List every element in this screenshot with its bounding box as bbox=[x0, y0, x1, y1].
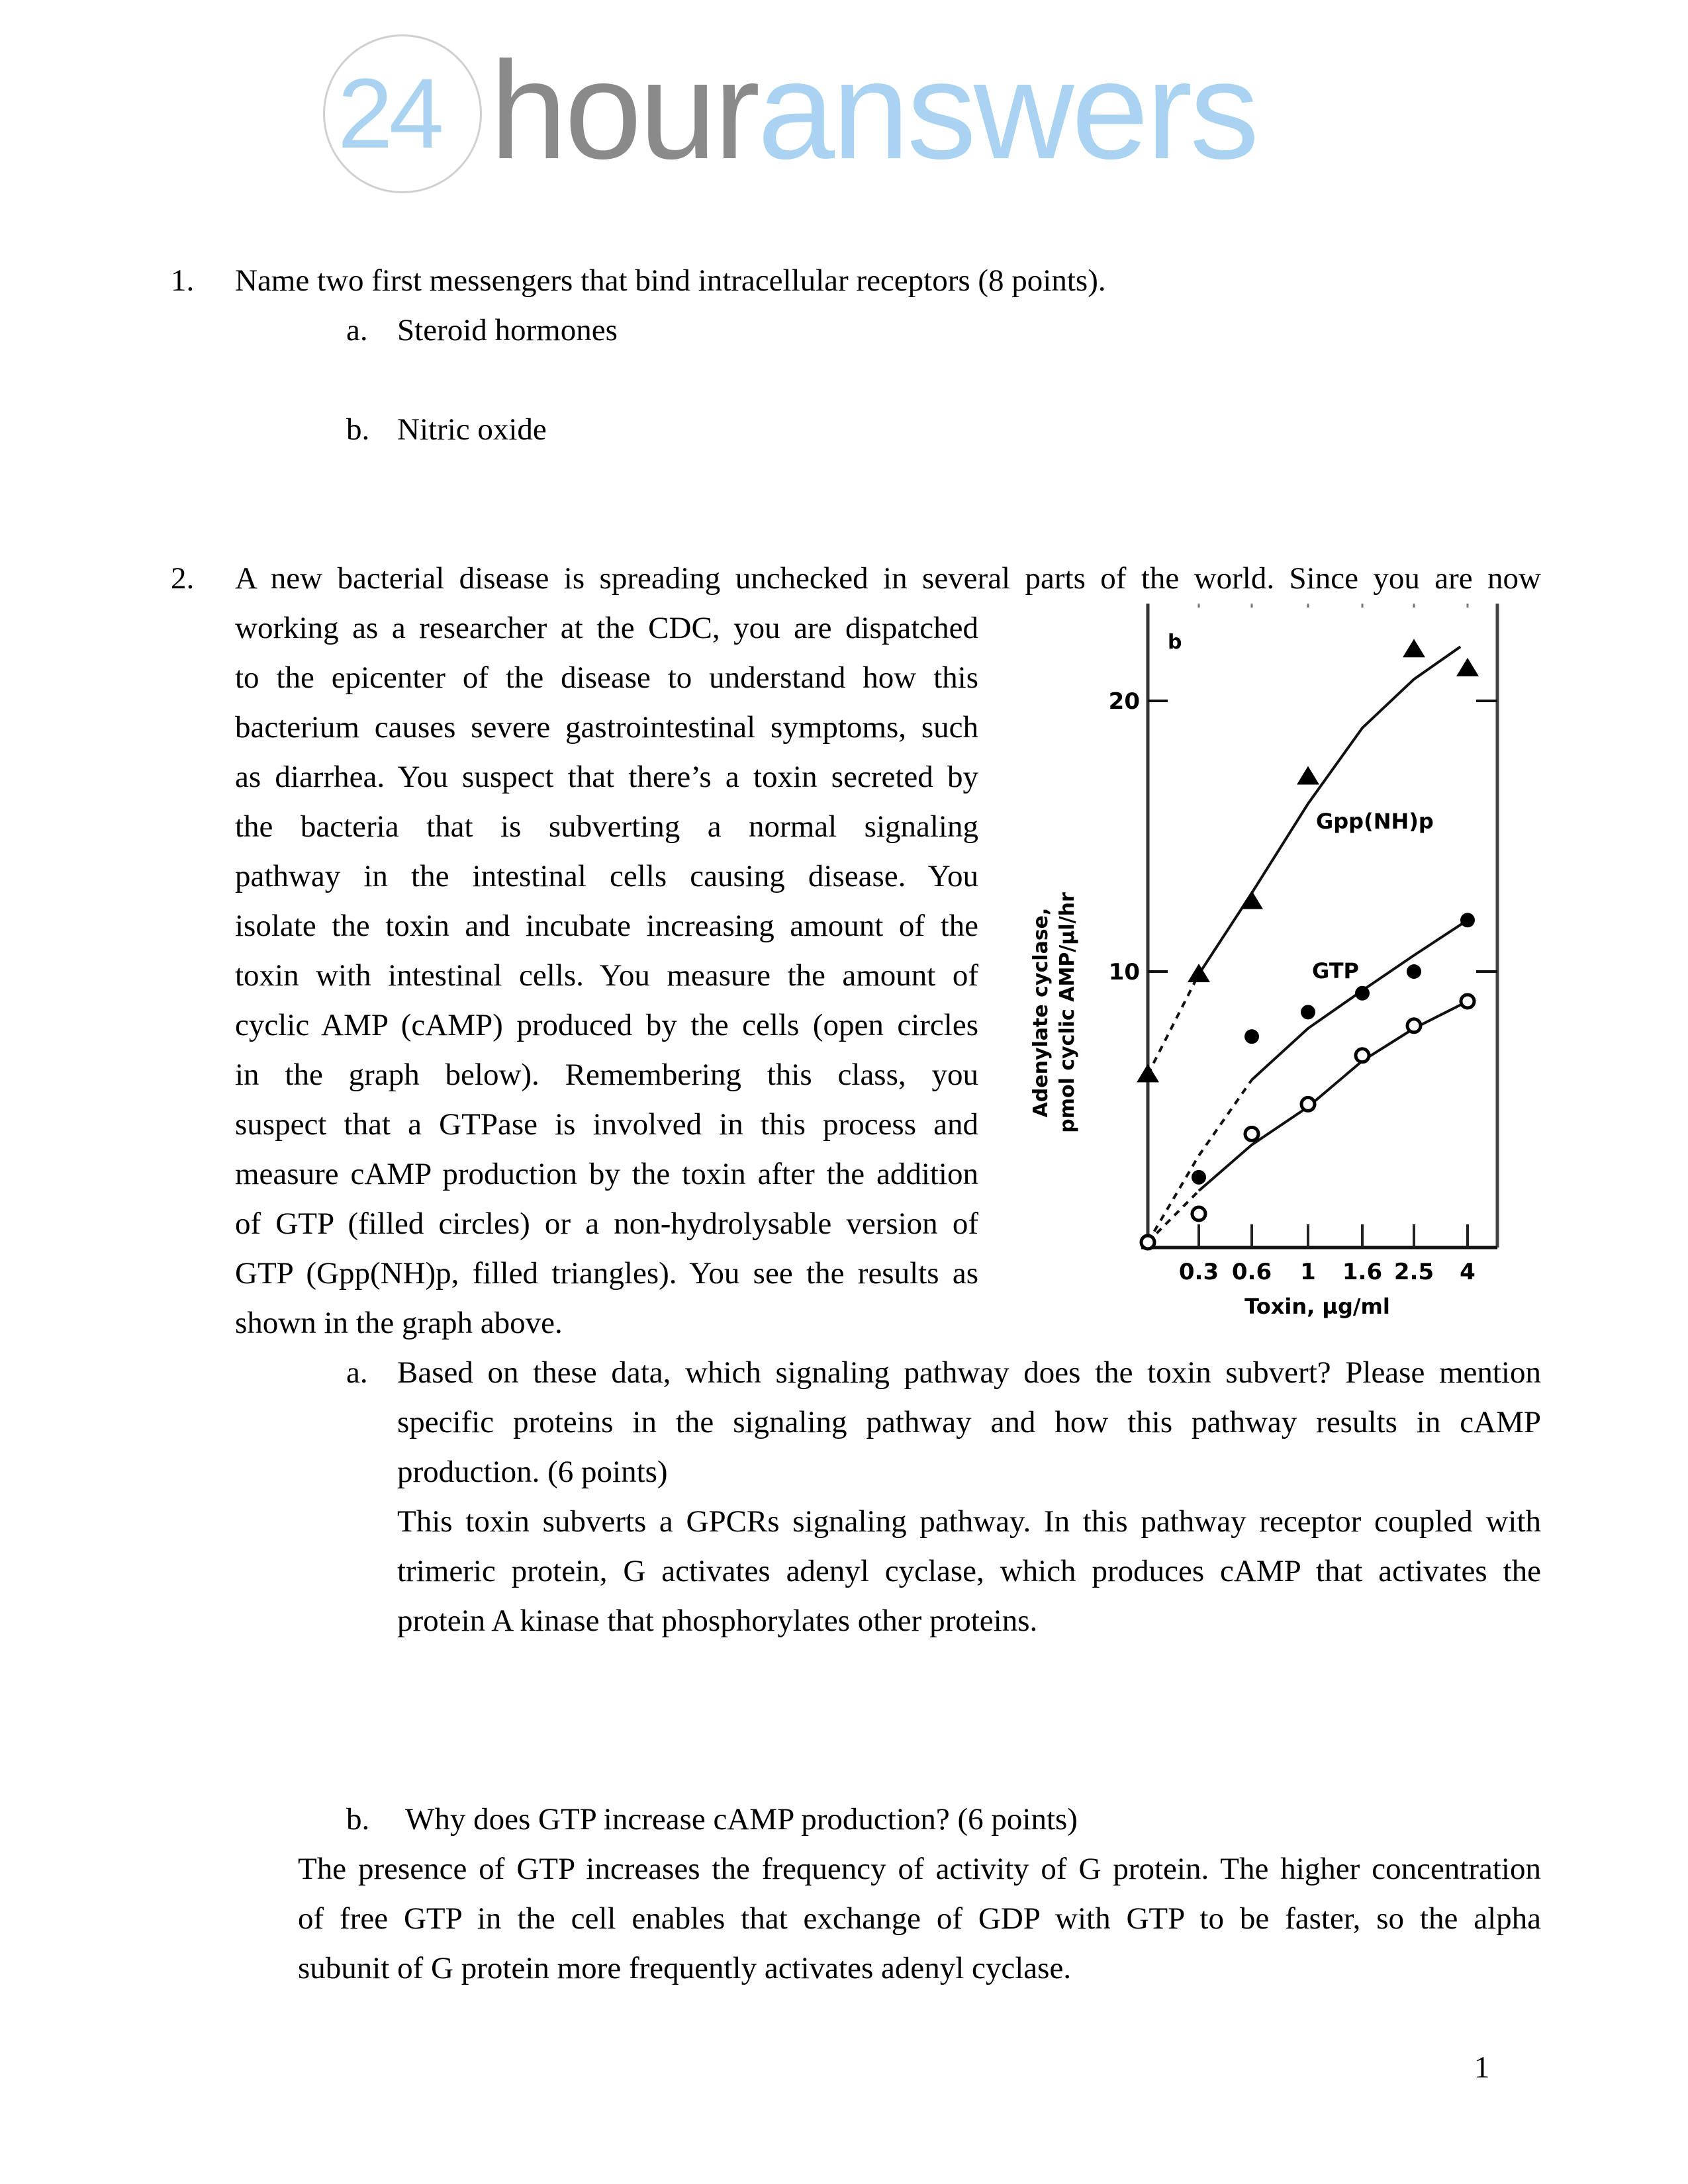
q2-line-last: shown in the graph above. bbox=[235, 1306, 563, 1340]
q2b-answer-line: of free GTP in the cell enables that exchange of GDP with GTP to be faster, so the alpha bbox=[298, 1901, 1541, 1936]
x-tick-label: 2.5 bbox=[1393, 1259, 1434, 1285]
q2-line: working as a researcher at the CDC, you are dispatched bbox=[235, 611, 978, 645]
fit-curves bbox=[1148, 647, 1468, 1242]
q2-line: cyclic AMP (cAMP) produced by the cells (open circles bbox=[235, 1008, 978, 1042]
logo-wordmark bbox=[490, 32, 1257, 188]
x-tick-label: 0.6 bbox=[1231, 1259, 1272, 1285]
q2b-question: Why does GTP increase cAMP production? (6 points) bbox=[405, 1802, 1078, 1837]
x-tick-label: 1 bbox=[1300, 1259, 1316, 1285]
q2a-answer-last: protein A kinase that phosphorylates other proteins. bbox=[397, 1604, 1038, 1638]
q2-line: toxin with intestinal cells. You measure the amount of bbox=[235, 958, 978, 993]
q2-line: bacterium causes severe gastrointestinal symptoms, such bbox=[235, 710, 978, 745]
x-axis-label: Toxin, µg/ml bbox=[1244, 1294, 1390, 1319]
q2a-question-last: production. (6 points) bbox=[397, 1455, 668, 1489]
gtp-point bbox=[1301, 1005, 1315, 1019]
gppnhp-point bbox=[1137, 1064, 1159, 1082]
chart-svg bbox=[1006, 589, 1516, 1330]
y-tick-label: 10 bbox=[1108, 959, 1140, 985]
q2a-answer-line: trimeric protein, G activates adenyl cyclase, which produces cAMP that activates the bbox=[397, 1554, 1541, 1588]
gppnhp-point bbox=[1297, 766, 1319, 785]
y-axis-label-line1: Adenylate cyclase, bbox=[1029, 907, 1053, 1118]
q2-line: as diarrhea. You suspect that there’s a toxin secreted by bbox=[235, 760, 978, 794]
gtp-point bbox=[1192, 1170, 1206, 1185]
y-axis-label-line2: pmol cyclic AMP/µl/hr bbox=[1056, 892, 1079, 1133]
q2b-answer-last: subunit of G protein more frequently activates adenyl cyclase. bbox=[298, 1951, 1072, 1985]
q2-line: the bacteria that is subverting a normal signaling bbox=[235, 809, 978, 844]
q1-answer-b-label: b. bbox=[346, 412, 370, 447]
q2b-label: b. bbox=[346, 1802, 370, 1837]
q2a-block bbox=[397, 1348, 1541, 1646]
q2-line: isolate the toxin and incubate increasing amount of the bbox=[235, 909, 978, 943]
q2-line: measure cAMP production by the toxin after the addition bbox=[235, 1157, 978, 1191]
toxin-point bbox=[1141, 1236, 1154, 1249]
adenylate-cyclase-chart bbox=[1006, 589, 1516, 1330]
q2-line: suspect that a GTPase is involved in this process and bbox=[235, 1107, 978, 1142]
q1-answer-a: Steroid hormones bbox=[397, 313, 618, 347]
q2-wrapped-paragraph bbox=[235, 604, 978, 1348]
q2-line: pathway in the intestinal cells causing disease. You bbox=[235, 859, 978, 893]
page-number: 1 bbox=[1474, 2050, 1490, 2085]
series-label-gtp: GTP bbox=[1312, 958, 1359, 983]
q2-intro-line: A new bacterial disease is spreading unchecked in several parts of the world. Since you are now bbox=[235, 561, 1541, 596]
q2b-answer-line: The presence of GTP increases the frequency of activity of G protein. The higher concentration bbox=[298, 1852, 1541, 1886]
panel-label: b bbox=[1168, 631, 1182, 654]
gppnhp-point bbox=[1188, 964, 1210, 982]
q2-line: to the epicenter of the disease to understand how this bbox=[235, 660, 978, 695]
toxin-point bbox=[1356, 1049, 1369, 1062]
y-tick-label: 20 bbox=[1108, 688, 1140, 715]
gppnhp-fit-dashed bbox=[1148, 974, 1199, 1074]
toxin-point bbox=[1301, 1097, 1315, 1111]
series-label-gppnhp: Gpp(NH)p bbox=[1316, 809, 1434, 834]
logo-number: 24 bbox=[338, 58, 440, 169]
toxin-point bbox=[1245, 1127, 1258, 1140]
gppnhp-point bbox=[1456, 658, 1479, 676]
logo-word-answers: answers bbox=[757, 32, 1257, 188]
x-tick-label: 0.3 bbox=[1178, 1259, 1219, 1285]
q1-text: Name two first messengers that bind intracellular receptors (8 points). bbox=[235, 263, 1106, 298]
q1-answer-a-label: a. bbox=[346, 313, 368, 347]
chart-frame bbox=[1109, 604, 1497, 1285]
q2b-answer bbox=[298, 1844, 1541, 1993]
data-marks bbox=[1137, 639, 1479, 1250]
q2-number: 2. bbox=[171, 561, 195, 596]
x-tick-label: 4 bbox=[1460, 1259, 1476, 1285]
logo bbox=[323, 34, 1316, 200]
gtp-point bbox=[1355, 986, 1370, 1001]
q2a-question-line: specific proteins in the signaling pathway and how this pathway results in cAMP bbox=[397, 1405, 1541, 1439]
gtp-point bbox=[1244, 1029, 1259, 1044]
x-tick-label: 1.6 bbox=[1342, 1259, 1383, 1285]
q2a-question-line: Based on these data, which signaling pathway does the toxin subvert? Please mention bbox=[397, 1355, 1541, 1390]
toxin-point bbox=[1407, 1019, 1421, 1032]
q1-number: 1. bbox=[171, 263, 195, 298]
q1-answer-b: Nitric oxide bbox=[397, 412, 547, 447]
gppnhp-point bbox=[1241, 891, 1263, 909]
toxin-point bbox=[1192, 1207, 1205, 1220]
gtp-point bbox=[1460, 913, 1475, 927]
q2a-label: a. bbox=[346, 1355, 368, 1390]
logo-word-hour: hour bbox=[490, 32, 758, 188]
gppnhp-point bbox=[1403, 639, 1425, 657]
q2a-answer-line: This toxin subverts a GPCRs signaling pathway. In this pathway receptor coupled with bbox=[397, 1504, 1541, 1539]
q2-line: of GTP (filled circles) or a non-hydrolysable version of bbox=[235, 1206, 978, 1241]
q2-line: in the graph below). Remembering this class, you bbox=[235, 1058, 978, 1092]
toxin-fit-curve bbox=[1199, 1001, 1468, 1191]
gtp-point bbox=[1407, 964, 1421, 979]
toxin-point bbox=[1461, 995, 1474, 1008]
q2-line: GTP (Gpp(NH)p, filled triangles). You see the results as bbox=[235, 1256, 978, 1291]
